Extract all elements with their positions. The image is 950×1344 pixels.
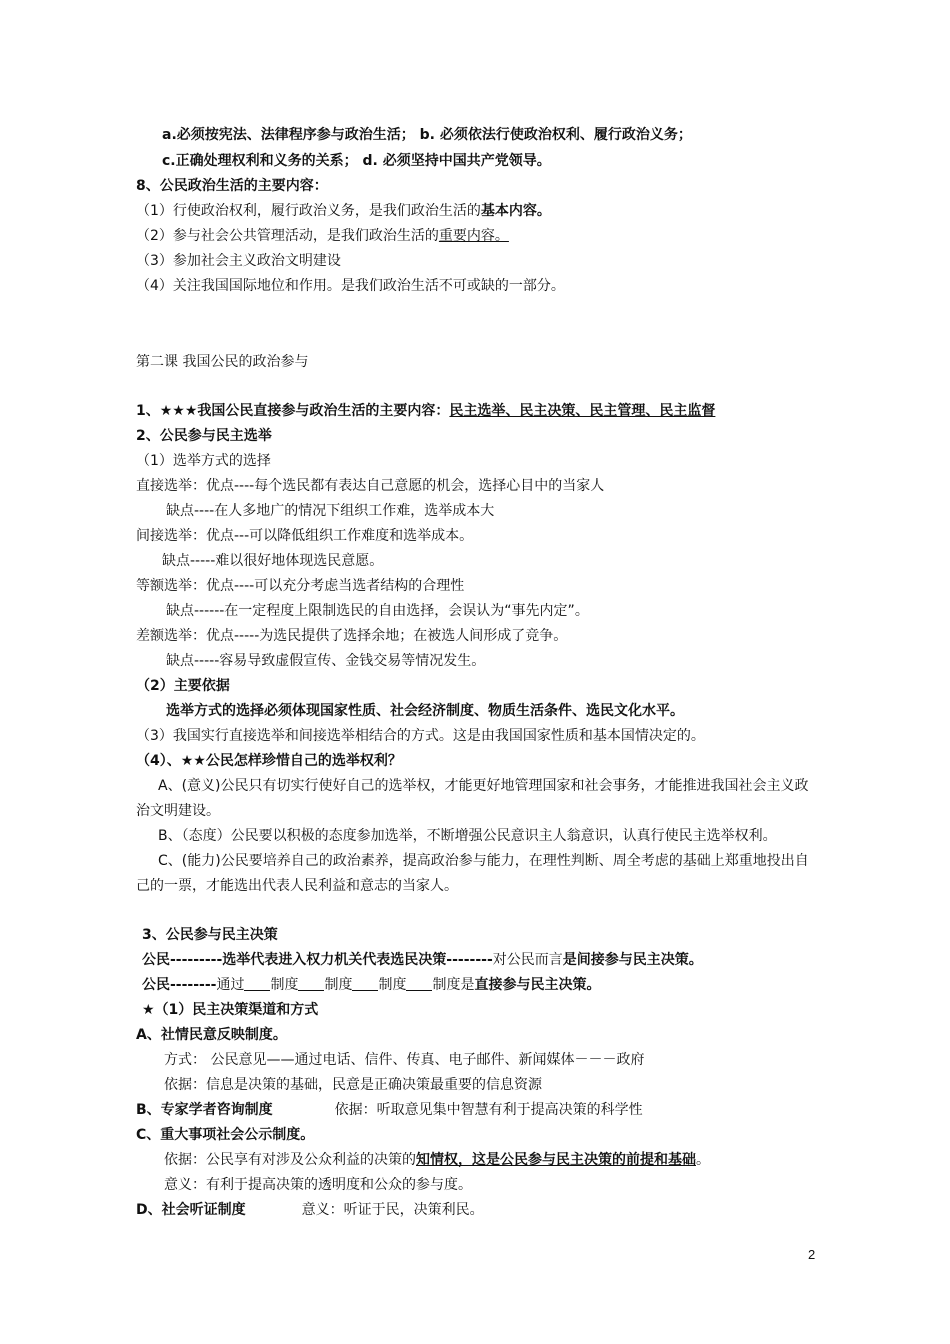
text-line-requirements-ab: a.必须按宪法、法律程序参与政治生活； b. 必须依法行使政治权利、履行政治义务； xyxy=(162,127,692,143)
text-line-equal-election-con: 缺点------在一定程度上限制选民的自由选择，会误认为“事先内定”。 xyxy=(166,603,589,619)
blank-line xyxy=(406,976,432,991)
text-line-direct-election-pro: 直接选举：优点----每个选民都有表达自己意愿的机会，选择心目中的当家人 xyxy=(136,478,605,494)
subheading-main-basis: （2）主要依据 xyxy=(136,678,230,694)
text-line-direct-decision: 公民--------通过 制度 制度 制度 制度是直接参与民主决策。 xyxy=(142,977,601,993)
text-line-direct-participation: 1、★★★我国公民直接参与政治生活的主要内容：民主选举、民主决策、民主管理、民主监督 xyxy=(136,403,716,419)
text-line-notice-basis: 依据：公民享有对涉及公众利益的决策的知情权，这是公民参与民主决策的前提和基础。 xyxy=(164,1152,710,1168)
blank-line xyxy=(352,976,378,991)
text-line-main-basis: 选举方式的选择必须体现国家性质、社会经济制度、物质生活条件、选民文化水平。 xyxy=(166,703,684,719)
text-line-meaning-2: 治文明建设。 xyxy=(136,803,220,819)
text-line-direct-election-con: 缺点----在人多地广的情况下组织工作难，选举成本大 xyxy=(166,503,495,519)
item-public-opinion-system: A、社情民意反映制度。 xyxy=(136,1027,287,1043)
text-line-ability-1: C、(能力)公民要培养自己的政治素养，提高政治参与能力，在理性判断、周全考虑的基础上郑重地投出自 xyxy=(158,853,809,869)
text-line-indirect-election-pro: 间接选举：优点---可以降低组织工作难度和选举成本。 xyxy=(136,528,474,544)
page-number: 2 xyxy=(808,1247,816,1262)
text-line-opinion-basis: 依据：信息是决策的基础，民意是正确决策最重要的信息资源 xyxy=(164,1077,542,1093)
subheading-election-choice: （1）选举方式的选择 xyxy=(136,453,271,469)
text-line-ability-2: 己的一票，才能选出代表人民利益和意志的当家人。 xyxy=(136,878,458,894)
text-line-indirect-election-con: 缺点-----难以很好地体现选民意愿。 xyxy=(162,553,384,569)
subheading-cherish-rights: （4）、★★公民怎样珍惜自己的选举权利？ xyxy=(136,753,402,769)
item-public-notice-system: C、重大事项社会公示制度。 xyxy=(136,1127,315,1143)
heading-political-life-content: 8、公民政治生活的主要内容： xyxy=(136,178,328,194)
text-line-indirect-decision: 公民---------选举代表进入权力机关代表选民决策--------对公民而言是间接参与民主决策。 xyxy=(142,952,703,968)
text-line-attitude: B、（态度）公民要以积极的态度参加选举，不断增强公民意识主人翁意识，认真行使民主选举权利。 xyxy=(158,828,777,844)
blank-line xyxy=(244,976,270,991)
text-line-content-3: （3）参加社会主义政治文明建设 xyxy=(136,253,341,269)
item-expert-consultation: B、专家学者咨询制度 依据：听取意见集中智慧有利于提高决策的科学性 xyxy=(136,1102,643,1118)
heading-democratic-election: 2、公民参与民主选举 xyxy=(136,428,272,444)
text-line-content-1: （1）行使政治权利，履行政治义务，是我们政治生活的基本内容。 xyxy=(136,203,551,219)
text-line-equal-election-pro: 等额选举：优点----可以充分考虑当选者结构的合理性 xyxy=(136,578,465,594)
text-line-competitive-election-pro: 差额选举：优点-----为选民提供了选择余地；在被选人间形成了竞争。 xyxy=(136,628,568,644)
text-line-content-2: （2）参与社会公共管理活动，是我们政治生活的重要内容。 xyxy=(136,228,509,244)
text-line-competitive-election-con: 缺点-----容易导致虚假宣传、金钱交易等情况发生。 xyxy=(166,653,486,669)
text-line-requirements-cd: c.正确处理权利和义务的关系； d. 必须坚持中国共产党领导。 xyxy=(162,153,551,169)
item-public-hearing: D、社会听证制度 意义：听证于民，决策利民。 xyxy=(136,1202,484,1218)
text-line-meaning-1: A、(意义)公民只有切实行使好自己的选举权，才能更好地管理国家和社会事务，才能推进我国社会主义政 xyxy=(158,778,809,794)
heading-democratic-decision: 3、公民参与民主决策 xyxy=(142,927,278,943)
text-line-content-4: （4）关注我国国际地位和作用。是我们政治生活不可或缺的一部分。 xyxy=(136,278,565,294)
lesson-title: 第二课 我国公民的政治参与 xyxy=(136,354,309,370)
text-line-opinion-method: 方式： 公民意见——通过电话、信件、传真、电子邮件、新闻媒体－－－政府 xyxy=(164,1052,645,1068)
text-line-combined-election: （3）我国实行直接选举和间接选举相结合的方式。这是由我国国家性质和基本国情决定的。 xyxy=(136,728,705,744)
text-line-notice-meaning: 意义：有利于提高决策的透明度和公众的参与度。 xyxy=(164,1177,472,1193)
blank-line xyxy=(298,976,324,991)
subheading-decision-channels: ★（1）民主决策渠道和方式 xyxy=(142,1002,319,1018)
